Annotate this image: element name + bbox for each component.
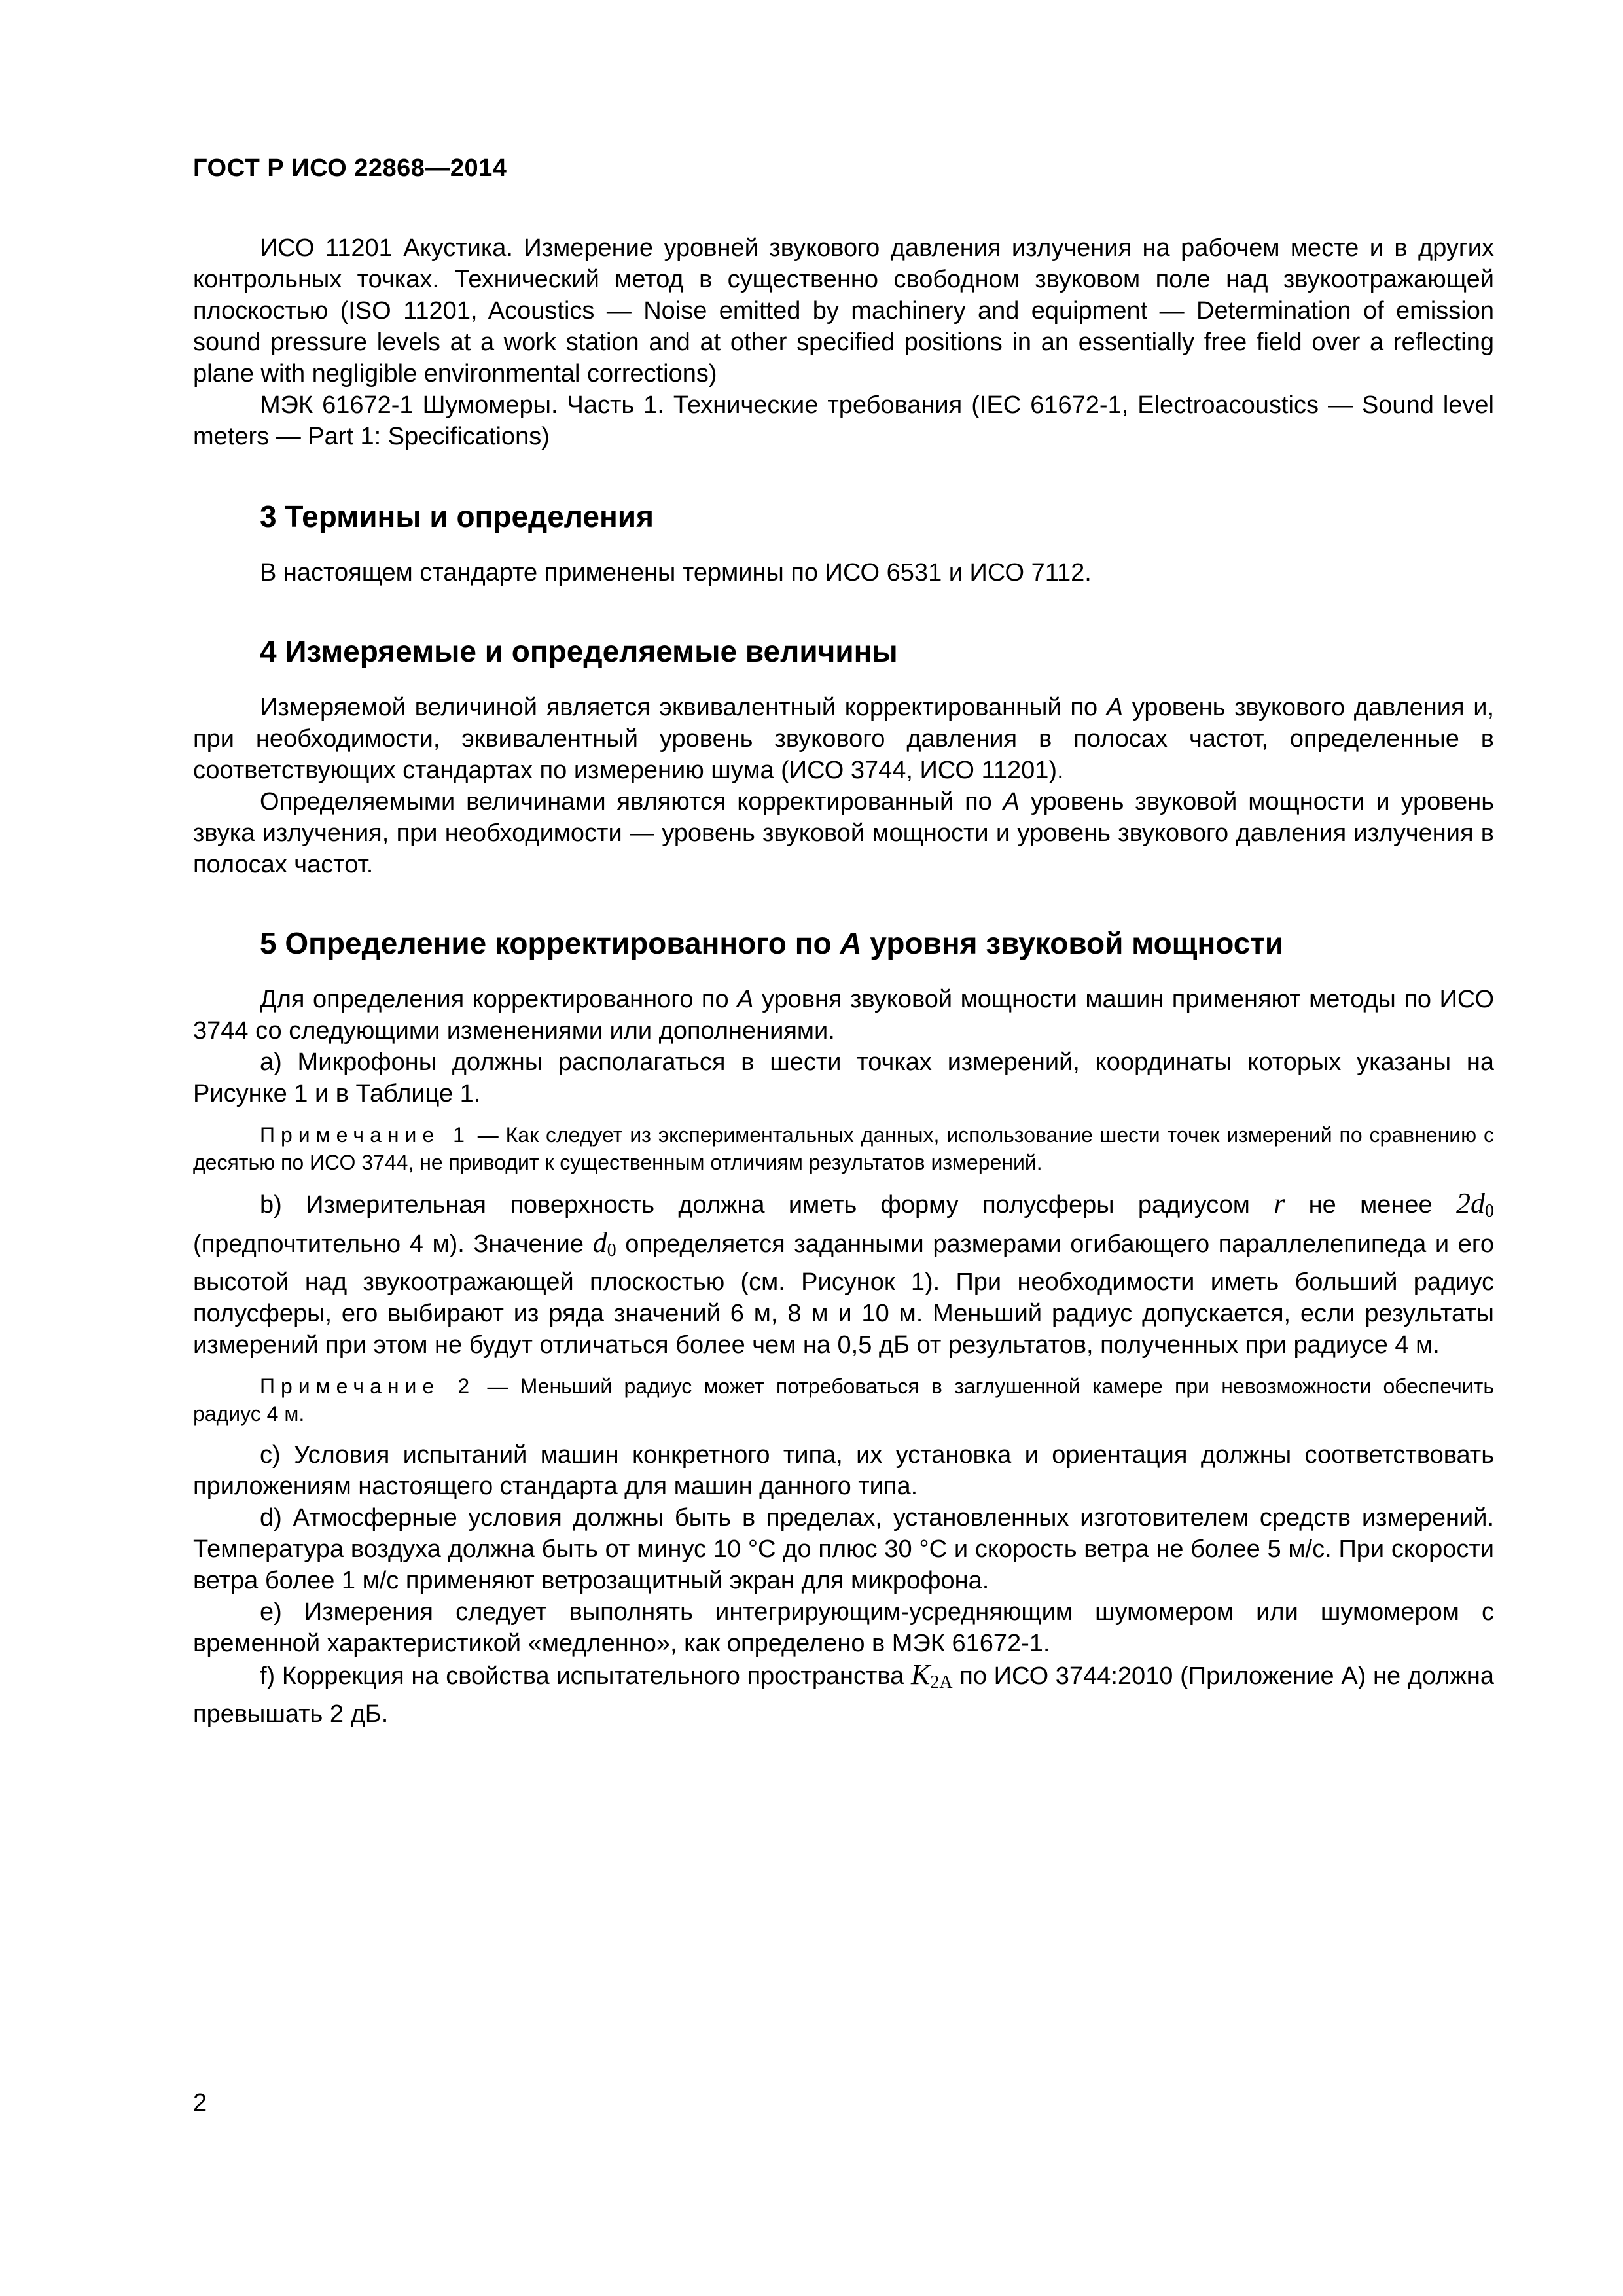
letter-a: A: [840, 926, 862, 960]
subscript-2a: 2A: [930, 1672, 953, 1693]
note-2: [193, 1372, 1494, 1427]
section-5-intro: [193, 984, 1494, 1047]
note-label: Примечание 1: [260, 1123, 471, 1147]
text-run: уровень звуковой мощности и уровень звука излучения, при необходимости — уровень звуковой мощности и уровень звукового давления излучения в полосах частот.: [193, 788, 1494, 878]
text-run: Определяемыми величинами являются корректированный по: [260, 788, 1003, 816]
item-d: d) Атмосферные условия должны быть в пределах, установленных изготовителем средств измерений. Температура воздуха должна быть от минус 10 °C до плюс 30 °C и скорость ветра не более 5 м/с. При скорости ветра более 1 м/с применяют ветрозащитный экран для микрофона.: [193, 1504, 1494, 1594]
section-4-paragraph-2: [193, 786, 1494, 880]
symbol-k: K: [910, 1659, 931, 1691]
symbol-r: r: [1274, 1187, 1285, 1219]
section-3-title: 3 Термины и определения: [260, 499, 654, 533]
text-run: по ИСО 3744:2010 (Приложение A) не должна превышать 2 дБ.: [193, 1662, 1494, 1728]
reference-iec-61672: МЭК 61672-1 Шумомеры. Часть 1. Технические требования (IEC 61672-1, Electroacoustics — Sound level meters — Part 1: Specifications): [193, 391, 1494, 450]
item-b: [193, 1188, 1494, 1361]
note-text: — Меньший радиус может потребоваться в заглушенной камере при невозможности обеспечить радиус 4 м.: [193, 1374, 1495, 1426]
document-header: ГОСТ Р ИСО 22868—2014: [193, 154, 507, 182]
note-text: — Как следует из экспериментальных данных, использование шести точек измерений по сравнению с десятью по ИСО 3744, не приводит к существенным отличиям результатов измерений.: [193, 1123, 1495, 1174]
text-run: уровня звуковой мощности машин применяют методы по ИСО 3744 со следующими изменениями или дополнениями.: [193, 986, 1495, 1045]
page-number: 2: [193, 2089, 207, 2117]
item-a: a) Микрофоны должны располагаться в шести точках измерений, координаты которых указаны на Рисунке 1 и в Таблице 1.: [193, 1049, 1494, 1107]
note-1: [193, 1121, 1494, 1176]
subscript-0: 0: [1485, 1201, 1494, 1221]
text-run: (предпочтительно 4 м). Значение: [193, 1230, 593, 1258]
item-e: e) Измерения следует выполнять интегрирующим-усредняющим шумомером или шумомером с временной характеристикой «медленно», как определено в МЭК 61672-1.: [193, 1598, 1494, 1657]
symbol-2d: 2d: [1456, 1187, 1485, 1219]
text-run: Измеряемой величиной является эквивалентный корректированный по: [260, 694, 1107, 721]
text-run: b) Измерительная поверхность должна иметь форму полусферы радиусом: [260, 1191, 1274, 1219]
section-3-text: В настоящем стандарте применены термины по ИСО 6531 и ИСО 7112.: [260, 559, 1092, 586]
letter-a: A: [1003, 788, 1020, 816]
section-4-paragraph-1: [193, 692, 1494, 786]
text-run: уровень звукового давления и, при необходимости, эквивалентный уровень звукового давления в полосах частот, определенные в соответствующих стандартах по измерению шума (ИСО 3744, ИСО 11201).: [193, 694, 1495, 784]
title-run: уровня звуковой мощности: [861, 926, 1284, 960]
letter-a: A: [1106, 694, 1124, 721]
symbol-d: d: [592, 1227, 607, 1259]
subscript-0: 0: [607, 1240, 616, 1261]
page-content: [193, 232, 1494, 1730]
text-run: f) Коррекция на свойства испытательного пространства: [260, 1662, 911, 1690]
note-label: Примечание 2: [260, 1374, 476, 1398]
item-c: c) Условия испытаний машин конкретного типа, их установка и ориентация должны соответствовать приложениям настоящего стандарта для машин данного типа.: [193, 1441, 1494, 1500]
letter-a: A: [737, 986, 754, 1013]
text-run: Для определения корректированного по: [260, 986, 738, 1013]
item-f: [193, 1659, 1494, 1730]
text-run: не менее: [1285, 1191, 1456, 1219]
text-run: определяется заданными размерами огибающего параллелепипеда и его высотой над звукоотражающей плоскостью (см. Рисунок 1). При необходимости иметь больший радиус полусферы, его выбирают из ряда значений 6 м, 8 м и 10 м. Меньший радиус допускается, если результаты измерений при этом не будут отличаться более чем на 0,5 дБ от результатов, полученных при радиусе 4 м.: [193, 1230, 1495, 1359]
section-5-title: [193, 925, 1494, 961]
section-4-title: 4 Измеряемые и определяемые величины: [260, 634, 898, 668]
reference-iso-11201: ИСО 11201 Акустика. Измерение уровней звукового давления излучения на рабочем месте и в других контрольных точках. Технический метод в существенно свободном звуковом поле над звукоотражающей плоскостью (ISO 11201, Acoustics — Noise emitted by machinery and equipment — Determination of emission sound pressure levels at a work station and at other specified positions in an essentially free field over a reflecting plane with negligible environmental corrections): [193, 234, 1494, 387]
title-run: 5 Определение корректированного по: [260, 926, 840, 960]
